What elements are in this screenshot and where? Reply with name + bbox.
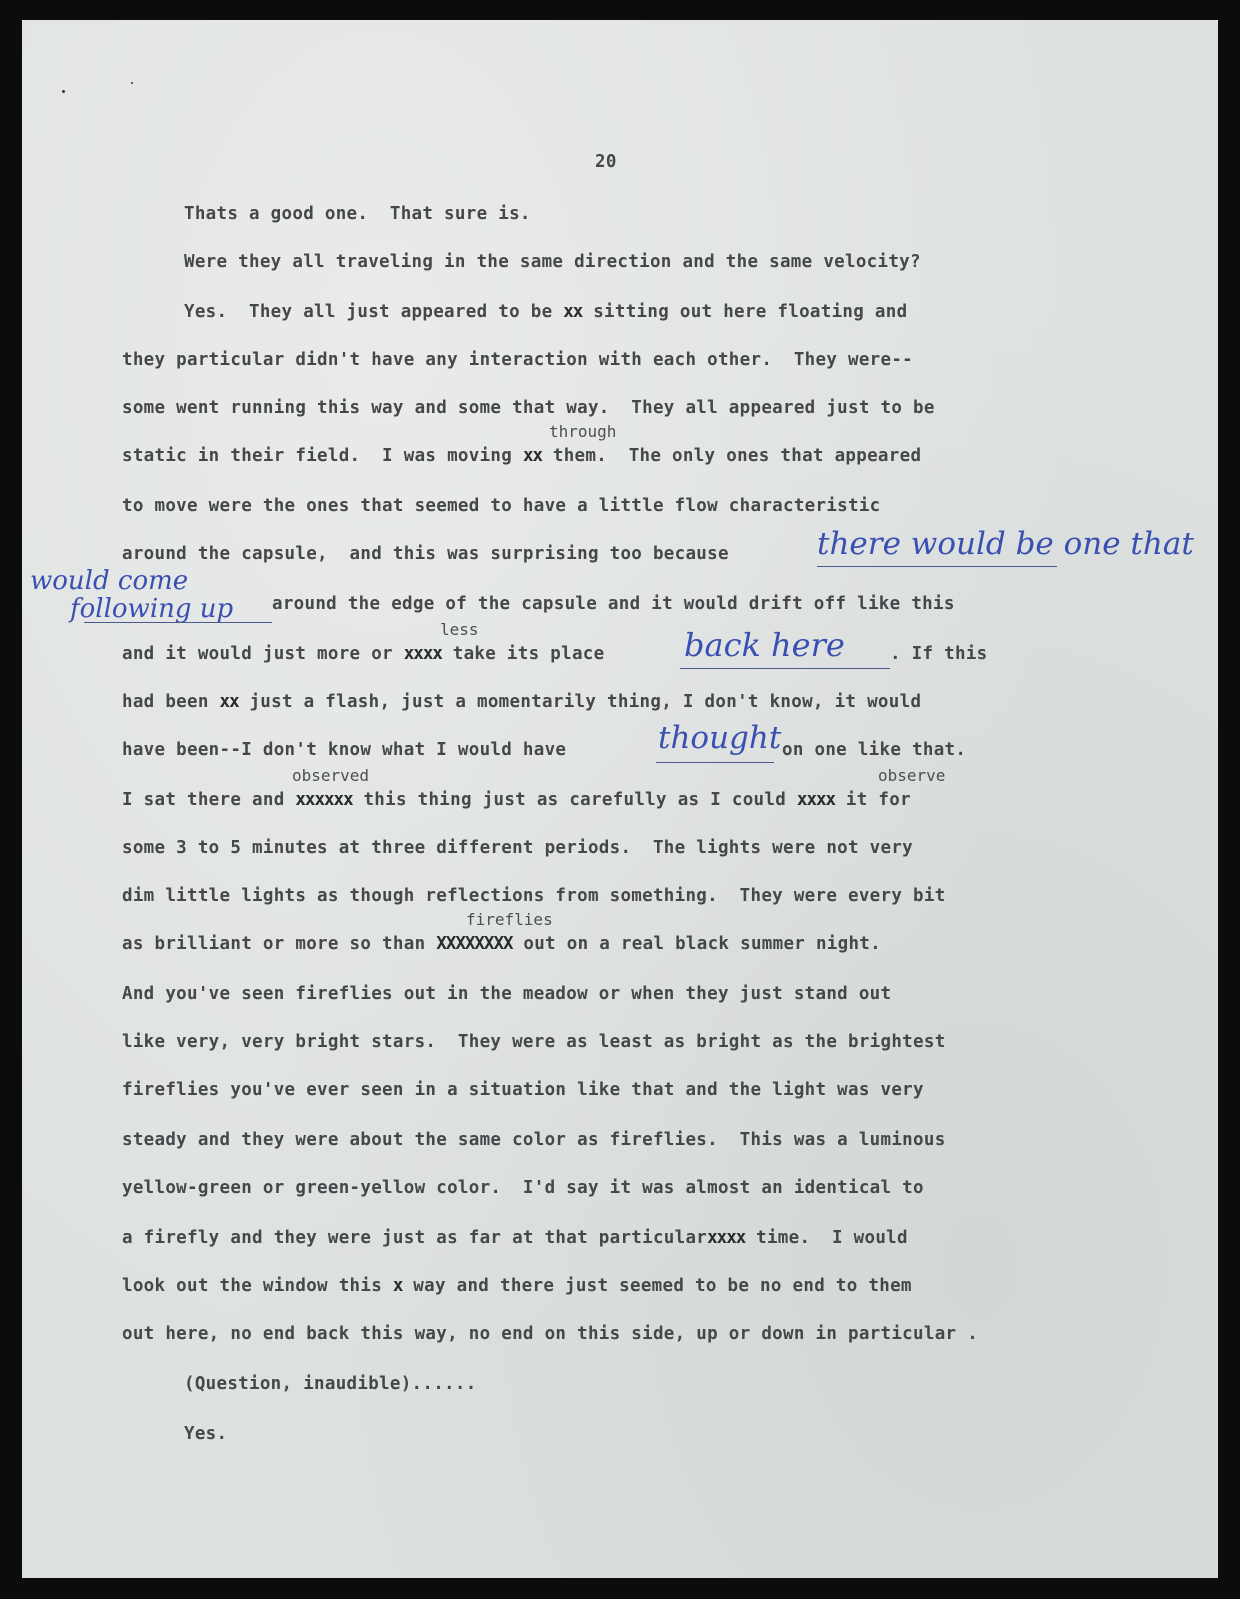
- text-line: like very, very bright stars. They were as least as bright as the brightest: [122, 1032, 946, 1052]
- text-segment: them. The only ones that appeared: [552, 446, 922, 466]
- text-segment: time. I would: [756, 1228, 908, 1248]
- strikeout: xx: [219, 692, 239, 712]
- handwritten-underline: [656, 762, 774, 763]
- page-number: 20: [595, 152, 617, 172]
- text-line: out here, no end back this way, no end on this side, up or down in particular .: [122, 1324, 979, 1344]
- typed-insertion: through: [549, 422, 617, 441]
- text-segment: just a flash, just a momentarily thing, I don't know, it would: [249, 692, 922, 712]
- text-segment: and it would just more or: [122, 644, 393, 664]
- text-line: some went running this way and some that way. They all appeared just to be: [122, 398, 935, 418]
- handwritten-insertion: back here: [684, 626, 845, 664]
- strikeout: xxxx: [403, 644, 442, 664]
- text-segment: a firefly and they were just as far at that particular: [122, 1228, 708, 1248]
- text-line: steady and they were about the same color as fireflies. This was a luminous: [122, 1130, 946, 1150]
- strikeout: xxxx: [707, 1228, 746, 1248]
- text-line: [122, 644, 604, 664]
- typed-insertion: fireflies: [466, 910, 553, 929]
- text-line: [122, 692, 921, 712]
- text-line: dim little lights as though reflections from something. They were every bit: [122, 886, 946, 906]
- typed-insertion: observe: [878, 766, 946, 785]
- text-segment: had been: [122, 692, 209, 712]
- strikeout: xx: [522, 446, 543, 466]
- text-segment: out on a real black summer night.: [523, 934, 881, 954]
- speck-mark: [131, 82, 133, 84]
- text-line: they particular didn't have any interaction with each other. They were--: [122, 350, 914, 370]
- text-line: around the capsule, and this was surprising too because: [122, 544, 729, 564]
- typed-insertion: less: [440, 620, 479, 639]
- text-segment: sitting out here floating and: [593, 302, 908, 322]
- text-segment: as brilliant or more so than: [122, 934, 426, 954]
- text-line: And you've seen fireflies out in the meadow or when they just stand out: [122, 984, 892, 1004]
- text-line: have been--I don't know what I would have: [122, 740, 567, 760]
- handwritten-insertion: there would be one that: [817, 526, 1194, 562]
- handwritten-underline: [680, 668, 890, 669]
- strikeout: xxxxxx: [295, 790, 353, 810]
- handwritten-margin-note: would come: [30, 566, 189, 596]
- text-line: to move were the ones that seemed to have a little flow characteristic: [122, 496, 881, 516]
- text-line: Were they all traveling in the same direction and the same velocity?: [184, 252, 921, 272]
- text-segment: Yes. They all just appeared to be: [184, 302, 553, 322]
- speck-mark: [62, 90, 65, 93]
- text-line: Thats a good one. That sure is.: [184, 204, 531, 224]
- text-line: . If this: [890, 644, 988, 664]
- text-segment: static in their field. I was moving: [122, 446, 513, 466]
- text-line: [122, 790, 911, 810]
- text-line: on one like that.: [782, 740, 967, 760]
- text-line: fireflies you've ever seen in a situation like that and the light was very: [122, 1080, 924, 1100]
- strikeout: xxxx: [796, 790, 836, 810]
- handwritten-underline: [817, 566, 1057, 567]
- text-segment: this thing just as carefully as I could: [363, 790, 787, 810]
- text-line: [122, 446, 921, 466]
- handwritten-insertion: thought: [658, 720, 782, 756]
- text-line: around the edge of the capsule and it would drift off like this: [272, 594, 955, 614]
- text-line: [122, 1276, 912, 1296]
- strikeout: XXXXXXXX: [436, 934, 513, 954]
- typed-insertion: observed: [292, 766, 370, 785]
- text-line: [122, 934, 881, 954]
- text-line: yellow-green or green-yellow color. I'd say it was almost an identical to: [122, 1178, 924, 1198]
- text-line: [184, 302, 907, 322]
- text-line: (Question, inaudible)......: [184, 1374, 477, 1394]
- text-segment: it for: [845, 790, 911, 810]
- text-segment: look out the window this: [122, 1276, 383, 1296]
- text-line: Yes.: [184, 1424, 228, 1444]
- text-segment: way and there just seemed to be no end to them: [413, 1276, 912, 1296]
- text-segment: I sat there and: [122, 790, 285, 810]
- handwritten-margin-note: following up: [70, 594, 234, 624]
- text-line: some 3 to 5 minutes at three different periods. The lights were not very: [122, 838, 914, 858]
- strikeout: xx: [563, 302, 583, 322]
- handwritten-underline: [84, 622, 272, 623]
- text-segment: take its place: [452, 644, 605, 664]
- document-page: [22, 20, 1218, 1578]
- strikeout: x: [392, 1276, 403, 1296]
- text-line: [122, 1228, 908, 1248]
